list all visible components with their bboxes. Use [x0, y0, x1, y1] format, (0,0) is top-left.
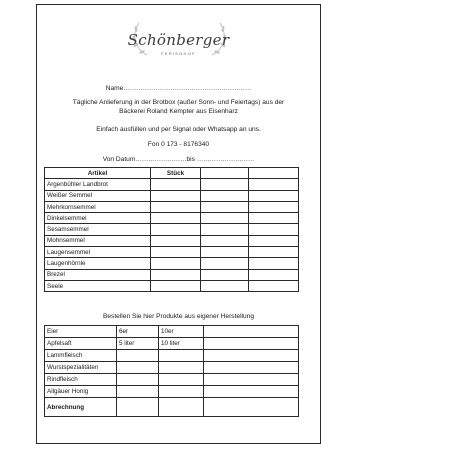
quantity-cell[interactable]: [151, 258, 201, 269]
instruction-text: Einfach ausfüllen und per Signal oder Whatsapp an uns.: [96, 126, 261, 133]
total-cell[interactable]: [117, 398, 159, 417]
quantity-cell[interactable]: [201, 258, 249, 269]
table-row: [45, 326, 299, 338]
option-cell[interactable]: 6er: [117, 326, 159, 338]
option-cell[interactable]: [117, 362, 159, 374]
brand-logo-text: Schönberger: [127, 31, 230, 49]
logo: [37, 15, 320, 67]
option-cell[interactable]: 10er: [159, 326, 204, 338]
quantity-cell[interactable]: [249, 179, 299, 190]
quantity-cell[interactable]: [151, 224, 201, 235]
product-name: Eier: [45, 326, 117, 338]
option-cell[interactable]: 10 liter: [159, 338, 204, 350]
product-name: Rindfleisch: [45, 374, 117, 386]
total-cell[interactable]: [159, 398, 204, 417]
table-row: [45, 269, 299, 280]
table-row: [45, 362, 299, 374]
quantity-cell[interactable]: [249, 235, 299, 246]
name-label: Name: [105, 85, 124, 92]
quantity-cell[interactable]: [201, 179, 249, 190]
quantity-cell[interactable]: [201, 269, 249, 280]
table-row: [45, 258, 299, 269]
quantity-cell[interactable]: [201, 190, 249, 201]
phone-number: Fon 0 173 - 8176340: [147, 141, 210, 148]
table-row: [45, 350, 299, 362]
quantity-cell[interactable]: [204, 326, 299, 338]
article-name: Seele: [45, 280, 151, 291]
quantity-cell[interactable]: [201, 247, 249, 258]
header-quantity: Stück: [151, 168, 201, 179]
table-row: [45, 338, 299, 350]
table-header-row: [45, 168, 299, 179]
option-cell[interactable]: [117, 350, 159, 362]
farm-products-table: [44, 325, 299, 417]
table-row: [45, 235, 299, 246]
total-row: [45, 398, 299, 417]
quantity-cell[interactable]: [249, 269, 299, 280]
bakery-order-table: [44, 167, 299, 292]
quantity-cell[interactable]: [201, 280, 249, 291]
product-name: Lammfleisch: [45, 350, 117, 362]
date-until-label: bis: [186, 156, 195, 163]
article-name: Brezel: [45, 269, 151, 280]
header-article: Artikel: [45, 168, 151, 179]
quantity-cell[interactable]: [201, 201, 249, 212]
quantity-cell[interactable]: [249, 201, 299, 212]
article-name: Mehrkornsemmel: [45, 201, 151, 212]
section-2-title: Bestellen Sie hier Produkte aus eigener Herstellung: [102, 313, 254, 320]
table-row: [45, 247, 299, 258]
brand-logo-subtitle: FERIENHOF: [161, 51, 196, 56]
option-cell[interactable]: [159, 350, 204, 362]
info-line-2: Bäckerei Roland Kempter aus Eisenharz: [119, 108, 238, 115]
quantity-cell[interactable]: [151, 280, 201, 291]
table-row: [45, 224, 299, 235]
article-name: Weißer Semmel: [45, 190, 151, 201]
quantity-cell[interactable]: [204, 362, 299, 374]
quantity-cell[interactable]: [151, 269, 201, 280]
quantity-cell[interactable]: [201, 213, 249, 224]
article-name: Argenbühler Landbrot: [45, 179, 151, 190]
quantity-cell[interactable]: [151, 201, 201, 212]
quantity-cell[interactable]: [249, 213, 299, 224]
table-row: [45, 374, 299, 386]
info-line-1: Tägliche Anlieferung in der Brotbox (außer Sonn- und Feiertags) aus der: [72, 99, 285, 106]
quantity-cell[interactable]: [151, 247, 201, 258]
article-name: Dinkelsemmel: [45, 213, 151, 224]
article-name: Sesamsemmel: [45, 224, 151, 235]
article-name: Laugensemmel: [45, 247, 151, 258]
quantity-cell[interactable]: [249, 280, 299, 291]
quantity-cell[interactable]: [249, 224, 299, 235]
option-cell[interactable]: [117, 374, 159, 386]
product-name: Allgäuer Honig: [45, 386, 117, 398]
article-name: Mohnsemmel: [45, 235, 151, 246]
date-until-field[interactable]: ………………………: [196, 156, 255, 163]
header-empty: [249, 168, 299, 179]
quantity-cell[interactable]: [204, 350, 299, 362]
quantity-cell[interactable]: [204, 338, 299, 350]
table-row: [45, 201, 299, 212]
quantity-cell[interactable]: [249, 258, 299, 269]
quantity-cell[interactable]: [201, 224, 249, 235]
table-row: [45, 386, 299, 398]
quantity-cell[interactable]: [151, 213, 201, 224]
quantity-cell[interactable]: [151, 235, 201, 246]
total-label: Abrechnung: [45, 398, 117, 417]
total-cell[interactable]: [204, 398, 299, 417]
quantity-cell[interactable]: [151, 179, 201, 190]
quantity-cell[interactable]: [204, 386, 299, 398]
product-name: Apfelsaft: [45, 338, 117, 350]
table-row: [45, 179, 299, 190]
date-range-line: [37, 155, 320, 164]
table-row: [45, 213, 299, 224]
option-cell[interactable]: [159, 374, 204, 386]
quantity-cell[interactable]: [249, 247, 299, 258]
date-from-field[interactable]: ……………………: [135, 156, 187, 163]
article-name: Laugenhörnle: [45, 258, 151, 269]
quantity-cell[interactable]: [151, 190, 201, 201]
option-cell[interactable]: [117, 386, 159, 398]
quantity-cell[interactable]: [249, 190, 299, 201]
quantity-cell[interactable]: [204, 374, 299, 386]
name-field[interactable]: ……………………………………………………: [123, 85, 252, 92]
date-from-label: Von Datum: [102, 156, 136, 163]
table-row: [45, 280, 299, 291]
table-row: [45, 190, 299, 201]
option-cell[interactable]: 5 liter: [117, 338, 159, 350]
name-line: [37, 84, 320, 93]
quantity-cell[interactable]: [201, 235, 249, 246]
product-name: Wurstspezialitäten: [45, 362, 117, 374]
option-cell[interactable]: [159, 362, 204, 374]
header-empty: [201, 168, 249, 179]
option-cell[interactable]: [159, 386, 204, 398]
